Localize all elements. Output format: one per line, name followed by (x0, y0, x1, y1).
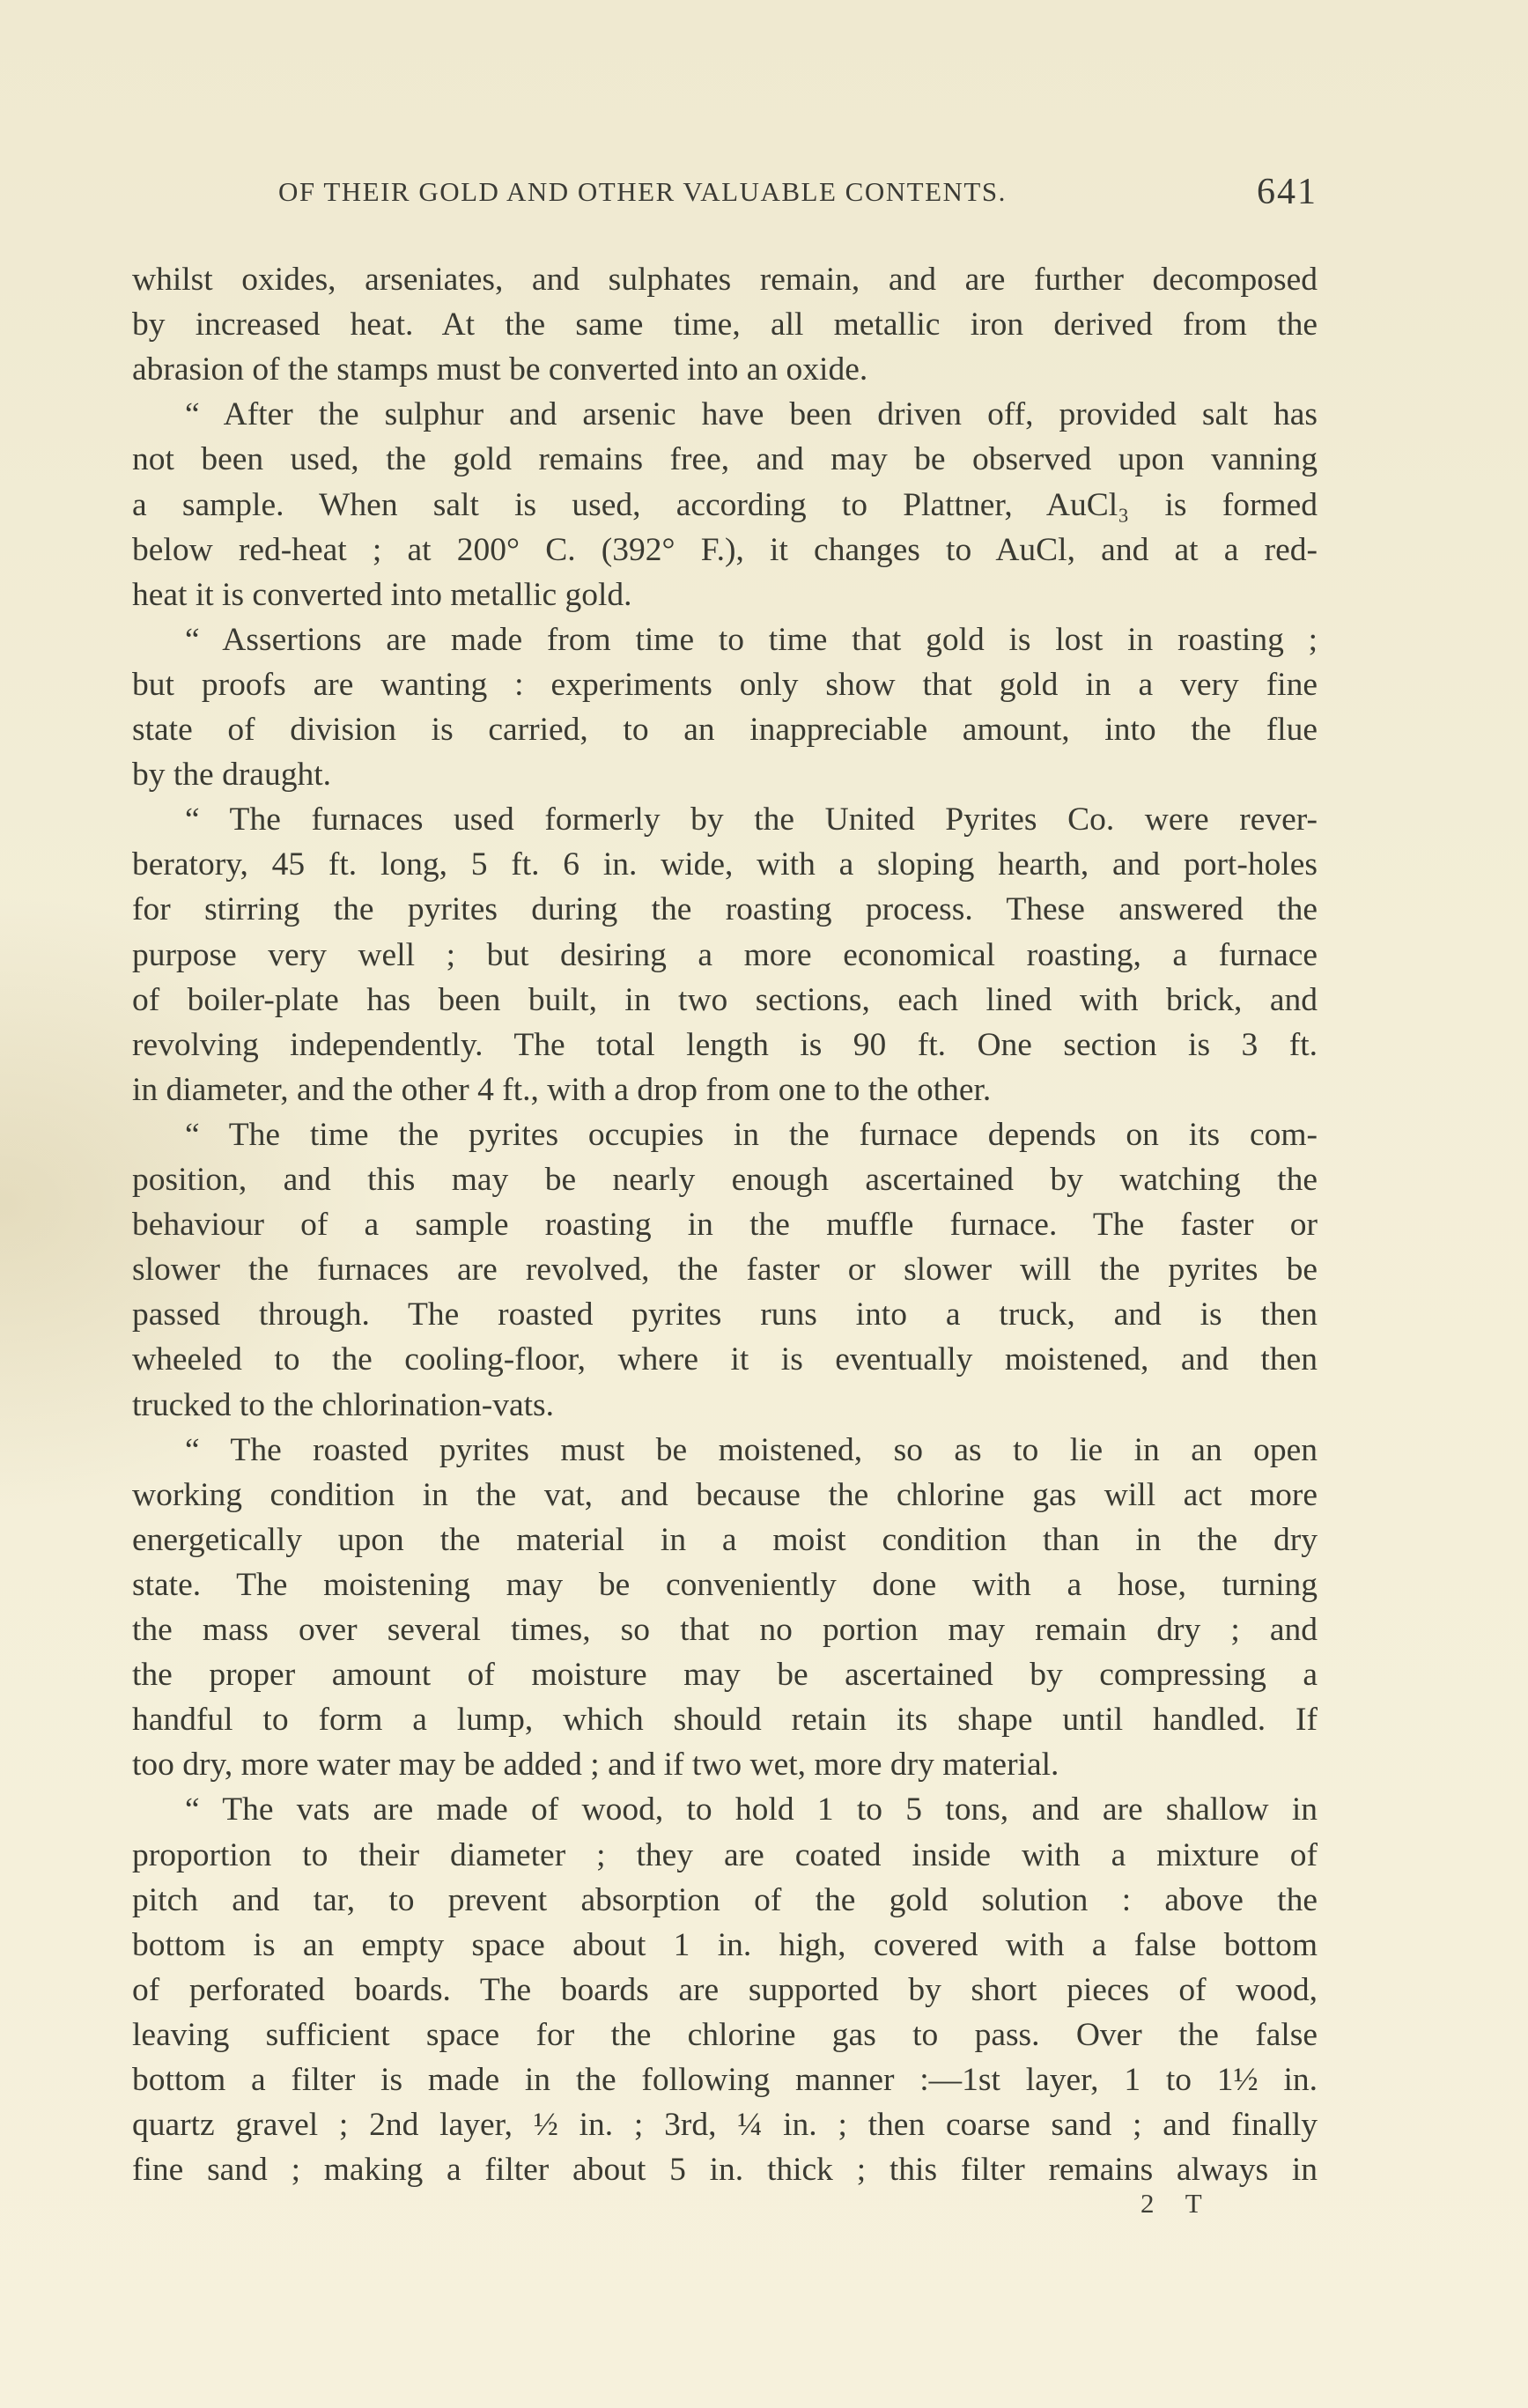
text-line: proportion to their diameter ; they are coated inside with a mixture of (132, 1836, 1318, 1873)
text-line: state of division is carried, to an inappreciable amount, into the flue (132, 712, 1318, 748)
paragraph-first-line: “ The vats are made of wood, to hold 1 to 5 tons, and are shallow in (185, 1791, 1318, 1828)
paragraph-first-line: “ The roasted pyrites must be moistened, so as to lie in an open (185, 1431, 1318, 1468)
text-line: passed through. The roasted pyrites runs into a truck, and is then (132, 1296, 1318, 1333)
text-line: beratory, 45 ft. long, 5 ft. 6 in. wide, with a sloping hearth, and port-holes (132, 846, 1318, 883)
text-line: quartz gravel ; 2nd layer, ½ in. ; 3rd, ¼ in. ; then coarse sand ; and finally (132, 2107, 1318, 2144)
text-line: but proofs are wanting : experiments only show that gold in a very fine (132, 666, 1318, 703)
text-line: slower the furnaces are revolved, the faster or slower will the pyrites be (132, 1252, 1318, 1289)
text-line: of perforated boards. The boards are supported by short pieces of wood, (132, 1971, 1318, 2008)
text-line: leaving sufficient space for the chlorine gas to pass. Over the false (132, 2016, 1318, 2053)
text-line: too dry, more water may be added ; and if two wet, more dry material. (132, 1747, 1059, 1784)
running-title: OF THEIR GOLD AND OTHER VALUABLE CONTENTS. (278, 176, 1007, 207)
text-line: for stirring the pyrites during the roasting process. These answered the (132, 891, 1318, 928)
text-line: bottom a filter is made in the following manner :—1st layer, 1 to 1½ in. (132, 2062, 1318, 2098)
text-line: fine sand ; making a filter about 5 in. thick ; this filter remains always in (132, 2152, 1318, 2189)
text-line: not been used, the gold remains free, and may be observed upon vanning (132, 441, 1318, 478)
text-line: of boiler-plate has been built, in two sections, each lined with brick, and (132, 981, 1318, 1018)
text-line: wheeled to the cooling-floor, where it is eventually moistened, and then (132, 1341, 1318, 1378)
text-line: in diameter, and the other 4 ft., with a drop from one to the other. (132, 1071, 992, 1108)
paragraph-first-line: “ The furnaces used formerly by the United Pyrites Co. were rever- (185, 801, 1318, 838)
text-line: pitch and tar, to prevent absorption of the gold solution : above the (132, 1881, 1318, 1918)
paragraph-first-line: “ The time the pyrites occupies in the furnace depends on its com- (185, 1116, 1318, 1153)
text-line: behaviour of a sample roasting in the muffle furnace. The faster or (132, 1207, 1318, 1244)
text-line: trucked to the chlorination-vats. (132, 1386, 555, 1423)
text-line: by increased heat. At the same time, all metallic iron derived from the (132, 307, 1318, 343)
text-line: by the draught. (132, 757, 331, 794)
signature-mark: 2 T (1140, 2188, 1214, 2219)
paragraph-first-line: “ Assertions are made from time to time that gold is lost in roasting ; (185, 621, 1318, 658)
text-line: handful to form a lump, which should retain its shape until handled. If (132, 1702, 1318, 1739)
text-line: energetically upon the material in a moist condition than in the dry (132, 1521, 1318, 1558)
text-line: purpose very well ; but desiring a more economical roasting, a furnace (132, 936, 1318, 973)
text-line: position, and this may be nearly enough ascertained by watching the (132, 1162, 1318, 1198)
text-line: whilst oxides, arseniates, and sulphates remain, and are further decomposed (132, 262, 1318, 298)
text-line: heat it is converted into metallic gold. (132, 576, 632, 613)
text-line: working condition in the vat, and because the chlorine gas will act more (132, 1476, 1318, 1513)
text-line: below red-heat ; at 200° C. (392° F.), it changes to AuCl, and at a red- (132, 531, 1318, 568)
text-line: the proper amount of moisture may be ascertained by compressing a (132, 1657, 1318, 1694)
paragraph-first-line: “ After the sulphur and arsenic have been driven off, provided salt has (185, 396, 1318, 433)
page-number: 641 (1257, 172, 1318, 212)
text-line: a sample. When salt is used, according to Plattner, AuCl₃ is formed (132, 486, 1318, 523)
text-line: bottom is an empty space about 1 in. high, covered with a false bottom (132, 1926, 1318, 1963)
text-line: abrasion of the stamps must be converted into an oxide. (132, 351, 868, 388)
text-line: state. The moistening may be conveniently done with a hose, turning (132, 1566, 1318, 1603)
text-line: the mass over several times, so that no portion may remain dry ; and (132, 1612, 1318, 1648)
text-line: revolving independently. The total length is 90 ft. One section is 3 ft. (132, 1026, 1318, 1063)
